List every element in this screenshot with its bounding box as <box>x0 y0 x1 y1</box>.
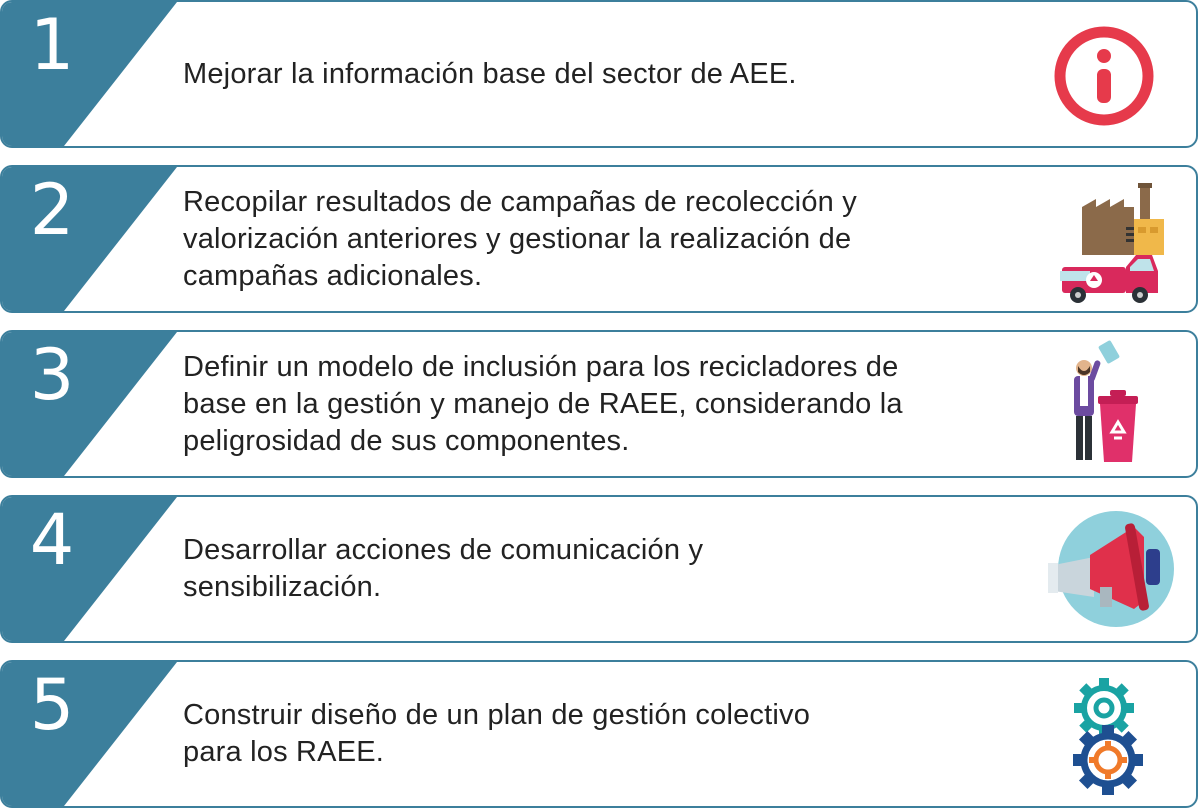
step-number: 2 <box>29 169 75 251</box>
step-text: Desarrollar acciones de comunicación y sensibilización. <box>183 534 704 603</box>
step-number: 3 <box>29 334 75 416</box>
step-card-1 <box>0 0 1198 148</box>
step-card-3 <box>0 330 1198 478</box>
gears-icon <box>1034 670 1174 798</box>
step-number: 4 <box>29 499 75 581</box>
step-number: 1 <box>29 4 75 86</box>
step-card-2 <box>0 165 1198 313</box>
step-card-5 <box>0 660 1198 808</box>
step-number: 5 <box>29 664 75 746</box>
info-icon <box>1034 10 1174 138</box>
step-card-4 <box>0 495 1198 643</box>
step-text: Recopilar resultados de campañas de recolección y valorización anteriores y gestionar la realización de campañas adicionales. <box>183 185 857 292</box>
recycler-bin-icon <box>1034 340 1174 468</box>
megaphone-icon <box>1034 505 1174 633</box>
step-text: Definir un modelo de inclusión para los recicladores de base en la gestión y manejo de RAEE, considerando la peligrosidad de sus componentes. <box>183 350 903 457</box>
factory-recycling-truck-icon <box>1034 175 1174 303</box>
step-text: Construir diseño de un plan de gestión colectivo para los RAEE. <box>183 699 811 768</box>
step-text: Mejorar la información base del sector de AEE. <box>183 57 797 90</box>
